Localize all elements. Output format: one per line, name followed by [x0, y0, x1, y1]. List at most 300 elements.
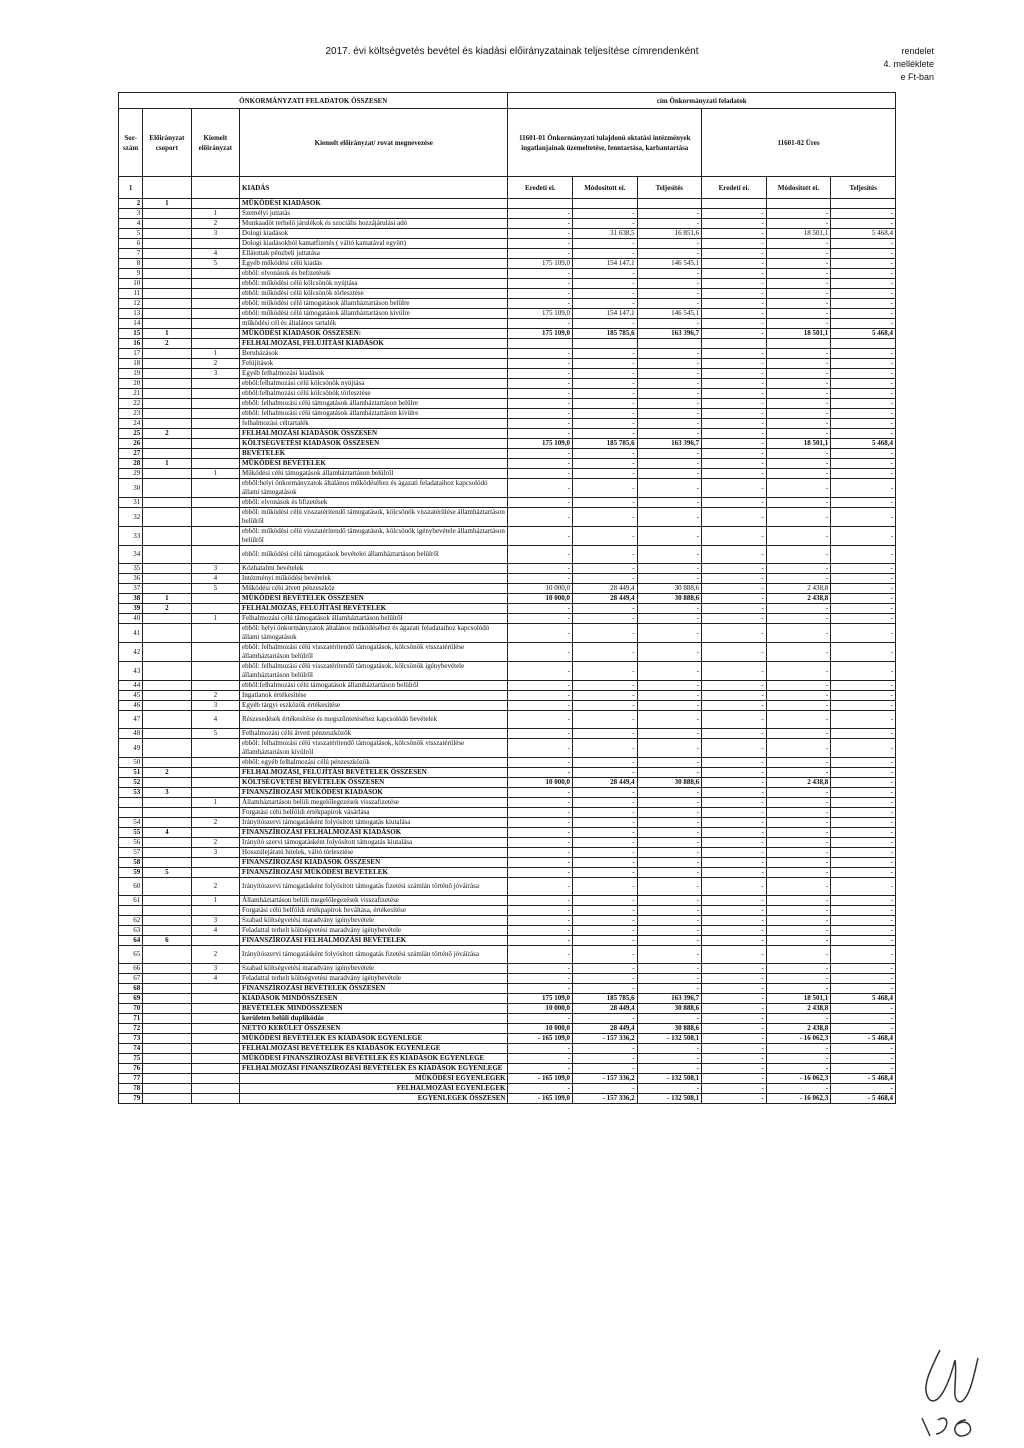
- row-number: 61: [119, 896, 143, 906]
- table-row: [119, 624, 896, 643]
- row-value: -: [508, 319, 573, 329]
- row-code: [143, 818, 191, 828]
- row-code: 3: [191, 964, 239, 974]
- table-row: [119, 584, 896, 594]
- row-value: -: [766, 359, 831, 369]
- row-value: -: [508, 379, 573, 389]
- table-row: [119, 564, 896, 574]
- row-label: MŰKÖDÉSI FINANSZÍROZÁSI BEVÉTELEK ÉS KIADÁSOK EGYENLEGE: [240, 1054, 508, 1064]
- row-value: -: [508, 349, 573, 359]
- sub-col-6: Teljesítés: [831, 177, 896, 199]
- row-value: 28 449,4: [573, 594, 638, 604]
- row-value: 16 851,6: [637, 229, 702, 239]
- row-value: -: [508, 229, 573, 239]
- row-value: -: [573, 936, 638, 946]
- row-code: [143, 239, 191, 249]
- row-value: -: [573, 624, 638, 643]
- sub-empty-2: [191, 177, 239, 199]
- row-value: -: [573, 379, 638, 389]
- row-value: -: [702, 739, 767, 758]
- row-value: -: [702, 219, 767, 229]
- row-value: -: [831, 1084, 896, 1094]
- row-value: -: [702, 469, 767, 479]
- row-value: -: [702, 369, 767, 379]
- row-value: -: [637, 916, 702, 926]
- row-value: -: [637, 868, 702, 878]
- row-code: [191, 788, 239, 798]
- row-code: [191, 662, 239, 681]
- row-value: -: [508, 946, 573, 964]
- table-row: [119, 662, 896, 681]
- row-value: -: [766, 209, 831, 219]
- row-value: -: [637, 848, 702, 858]
- row-label: Hosszúlejáratú hitelek, váltó törlesztése: [240, 848, 508, 858]
- row-value: -: [573, 691, 638, 701]
- row-value: -: [766, 508, 831, 527]
- row-value: -: [637, 974, 702, 984]
- row-value: -: [637, 219, 702, 229]
- row-value: -: [508, 399, 573, 409]
- row-label: FELHALMOZÁSI KIADÁSOK ÖSSZESEN: [240, 429, 508, 439]
- row-value: -: [702, 758, 767, 768]
- row-value: 18 501,1: [766, 439, 831, 449]
- row-code: [143, 229, 191, 239]
- row-label: működési cél és általános tartalék: [240, 319, 508, 329]
- table-row: [119, 858, 896, 868]
- row-label: Irányítószervi támogatásként folyósított támogatás fizetési számlán történő jóváírása: [240, 878, 508, 896]
- row-value: 30 888,6: [637, 594, 702, 604]
- row-value: -: [831, 429, 896, 439]
- row-code: [191, 479, 239, 498]
- row-code: 1: [191, 469, 239, 479]
- row-label: Szabad költségvetési maradvány igénybevétele: [240, 916, 508, 926]
- row-value: -: [831, 584, 896, 594]
- row-value: - 165 109,0: [508, 1094, 573, 1104]
- table-row: [119, 399, 896, 409]
- row-value: -: [702, 926, 767, 936]
- row-label: ebből: működési célú visszatérítendő támogatások, kölcsönök igénybevétele államháztartáson belülről: [240, 527, 508, 546]
- row-code: 1: [143, 459, 191, 469]
- table-row: [119, 379, 896, 389]
- row-label: FINANSZÍROZÁSI MŰKÖDÉSI BEVÉTELEK: [240, 868, 508, 878]
- table-row: [119, 594, 896, 604]
- row-value: -: [831, 1004, 896, 1014]
- row-value: -: [831, 818, 896, 828]
- row-value: -: [766, 974, 831, 984]
- row-label: Forgatási célú belföldi értékpapírok beváltása, értékesítése: [240, 906, 508, 916]
- row-value: [508, 199, 573, 209]
- row-value: 5 468,4: [831, 439, 896, 449]
- row-number: 34: [119, 546, 143, 564]
- row-code: [143, 848, 191, 858]
- table-row: [119, 1024, 896, 1034]
- table-row: [119, 1034, 896, 1044]
- row-value: -: [637, 662, 702, 681]
- row-code: [191, 1034, 239, 1044]
- row-value: -: [508, 878, 573, 896]
- row-value: 146 545,1: [637, 259, 702, 269]
- row-label: MŰKÖDÉSI KIADÁSOK ÖSSZESEN:: [240, 329, 508, 339]
- row-value: -: [637, 249, 702, 259]
- row-value: -: [766, 289, 831, 299]
- row-code: 4: [191, 926, 239, 936]
- row-value: -: [766, 409, 831, 419]
- row-value: -: [766, 369, 831, 379]
- row-label: ebből: működési célú támogatások bevételei államháztartáson belülről: [240, 546, 508, 564]
- row-value: -: [702, 1024, 767, 1034]
- row-label: FELHALMOZÁSI, FELÚJÍTÁSI BEVÉTELEK ÖSSZESEN: [240, 768, 508, 778]
- row-code: [143, 299, 191, 309]
- row-value: -: [831, 798, 896, 808]
- row-value: -: [637, 1054, 702, 1064]
- row-value: -: [637, 419, 702, 429]
- row-value: -: [573, 906, 638, 916]
- row-code: 5: [191, 584, 239, 594]
- row-value: -: [573, 289, 638, 299]
- table-row: [119, 299, 896, 309]
- row-code: [143, 624, 191, 643]
- row-value: [573, 339, 638, 349]
- table-row: [119, 429, 896, 439]
- table-row: [119, 527, 896, 546]
- row-value: -: [573, 429, 638, 439]
- row-value: -: [831, 319, 896, 329]
- row-value: -: [573, 1084, 638, 1094]
- row-value: -: [702, 643, 767, 662]
- table-row: [119, 878, 896, 896]
- table-row: [119, 508, 896, 527]
- row-value: -: [831, 564, 896, 574]
- table-row: [119, 643, 896, 662]
- row-value: -: [573, 768, 638, 778]
- row-value: -: [766, 319, 831, 329]
- col-megnevezes: Kiemelt előirányzat/ rovat megnevezése: [240, 109, 508, 177]
- row-value: -: [702, 984, 767, 994]
- row-value: -: [702, 946, 767, 964]
- row-value: -: [573, 239, 638, 249]
- row-value: -: [573, 604, 638, 614]
- row-value: -: [637, 389, 702, 399]
- row-value: -: [766, 299, 831, 309]
- row-code: [143, 1034, 191, 1044]
- row-value: -: [766, 868, 831, 878]
- row-value: -: [702, 906, 767, 916]
- row-value: -: [766, 239, 831, 249]
- table-row: [119, 359, 896, 369]
- row-value: 175 109,0: [508, 439, 573, 449]
- row-code: [191, 439, 239, 449]
- row-value: 18 501,1: [766, 229, 831, 239]
- row-number: 51: [119, 768, 143, 778]
- annex-line-3: e Ft-ban: [900, 72, 934, 82]
- row-value: -: [702, 691, 767, 701]
- row-value: -: [637, 239, 702, 249]
- row-code: [191, 309, 239, 319]
- row-code: [143, 269, 191, 279]
- row-code: [191, 269, 239, 279]
- row-value: -: [702, 1074, 767, 1084]
- row-code: [143, 439, 191, 449]
- row-value: -: [702, 1064, 767, 1074]
- row-label: Intézményi működési bevételek: [240, 574, 508, 584]
- row-code: [191, 508, 239, 527]
- row-value: -: [573, 349, 638, 359]
- row-value: -: [766, 729, 831, 739]
- row-value: -: [637, 711, 702, 729]
- row-value: -: [702, 319, 767, 329]
- row-code: [143, 546, 191, 564]
- row-value: -: [637, 469, 702, 479]
- row-code: 1: [191, 209, 239, 219]
- row-value: -: [573, 369, 638, 379]
- row-number: 5: [119, 229, 143, 239]
- table-row: [119, 1084, 896, 1094]
- row-value: -: [831, 916, 896, 926]
- row-value: -: [573, 711, 638, 729]
- row-value: -: [637, 788, 702, 798]
- row-value: -: [573, 788, 638, 798]
- row-value: -: [637, 269, 702, 279]
- row-value: -: [508, 1014, 573, 1024]
- row-value: -: [508, 974, 573, 984]
- row-value: [702, 339, 767, 349]
- row-value: -: [831, 662, 896, 681]
- row-value: -: [702, 409, 767, 419]
- row-number: 62: [119, 916, 143, 926]
- row-value: -: [508, 479, 573, 498]
- row-value: -: [702, 574, 767, 584]
- row-value: -: [766, 701, 831, 711]
- budget-table: [118, 92, 896, 1104]
- row-value: -: [573, 964, 638, 974]
- row-label: ebből: működési célú támogatások államháztartáson belülre: [240, 299, 508, 309]
- row-value: -: [702, 584, 767, 594]
- table-row: [119, 788, 896, 798]
- row-code: 4: [191, 249, 239, 259]
- row-value: -: [702, 439, 767, 449]
- table-row: [119, 1004, 896, 1014]
- row-value: -: [831, 896, 896, 906]
- row-value: -: [766, 906, 831, 916]
- row-value: -: [637, 838, 702, 848]
- row-label: ebből: elvonások és bfizetések: [240, 498, 508, 508]
- row-value: -: [831, 249, 896, 259]
- row-code: [191, 409, 239, 419]
- table-row: [119, 984, 896, 994]
- row-value: -: [508, 249, 573, 259]
- row-value: -: [508, 279, 573, 289]
- row-number: [119, 808, 143, 818]
- row-value: 2 438,8: [766, 594, 831, 604]
- row-label: Irányítószervi támogatásként folyósított támogatás kiutalása: [240, 818, 508, 828]
- row-value: -: [766, 449, 831, 459]
- row-code: 3: [191, 848, 239, 858]
- sub-col-4: Eredeti ei.: [702, 177, 767, 199]
- row-value: 30 888,6: [637, 584, 702, 594]
- row-number: 64: [119, 936, 143, 946]
- row-number: 22: [119, 399, 143, 409]
- row-value: -: [831, 974, 896, 984]
- row-value: -: [702, 508, 767, 527]
- row-value: -: [702, 624, 767, 643]
- row-value: -: [573, 508, 638, 527]
- row-value: -: [766, 349, 831, 359]
- table-row: [119, 389, 896, 399]
- row-number: 27: [119, 449, 143, 459]
- row-number: 59: [119, 868, 143, 878]
- row-code: [143, 778, 191, 788]
- row-value: -: [702, 808, 767, 818]
- table-row: [119, 419, 896, 429]
- row-value: -: [702, 604, 767, 614]
- row-label: ebből: működési célú kölcsönök törlesztése: [240, 289, 508, 299]
- row-value: -: [637, 984, 702, 994]
- row-number: 24: [119, 419, 143, 429]
- row-value: -: [702, 1014, 767, 1024]
- row-value: -: [573, 896, 638, 906]
- row-value: -: [766, 808, 831, 818]
- row-value: -: [831, 729, 896, 739]
- row-number: 37: [119, 584, 143, 594]
- row-value: 30 888,6: [637, 1024, 702, 1034]
- row-value: -: [831, 906, 896, 916]
- row-code: [191, 1084, 239, 1094]
- row-code: [143, 319, 191, 329]
- row-value: 30 888,6: [637, 1004, 702, 1014]
- row-value: -: [508, 868, 573, 878]
- row-value: -: [508, 701, 573, 711]
- row-value: -: [637, 878, 702, 896]
- table-row: [119, 209, 896, 219]
- row-value: -: [702, 299, 767, 309]
- row-number: 38: [119, 594, 143, 604]
- row-value: -: [573, 681, 638, 691]
- table-row: [119, 691, 896, 701]
- row-number: [119, 906, 143, 916]
- row-number: 6: [119, 239, 143, 249]
- row-code: [143, 249, 191, 259]
- row-value: -: [766, 896, 831, 906]
- row-label: FINANSZÍROZÁSI MŰKÖDÉSI KIADÁSOK: [240, 788, 508, 798]
- row-value: -: [831, 848, 896, 858]
- table-row: [119, 1094, 896, 1104]
- row-value: 146 545,1: [637, 309, 702, 319]
- row-value: -: [637, 1084, 702, 1094]
- row-code: 1: [143, 199, 191, 209]
- row-value: -: [831, 279, 896, 289]
- row-value: -: [766, 758, 831, 768]
- row-code: 2: [143, 429, 191, 439]
- row-label: FELHALMOZÁSI FINANSZÍROZÁSI BEVÉTELEK ÉS KIADÁSOK EGYENLEGE: [240, 1064, 508, 1074]
- row-number: [119, 798, 143, 808]
- row-value: -: [766, 498, 831, 508]
- row-label: kerületen belüli duplikódás: [240, 1014, 508, 1024]
- row-value: -: [766, 1054, 831, 1064]
- row-value: -: [702, 916, 767, 926]
- row-value: -: [573, 389, 638, 399]
- row-code: 3: [191, 229, 239, 239]
- row-value: -: [766, 984, 831, 994]
- row-value: -: [573, 299, 638, 309]
- row-code: [143, 1084, 191, 1094]
- row-code: 4: [191, 711, 239, 729]
- table-row: [119, 546, 896, 564]
- row-value: -: [702, 399, 767, 409]
- row-number: 72: [119, 1024, 143, 1034]
- row-number: 63: [119, 926, 143, 936]
- row-label: Beruházások: [240, 349, 508, 359]
- row-value: -: [573, 1064, 638, 1074]
- table-row: [119, 711, 896, 729]
- row-value: -: [573, 469, 638, 479]
- row-label: MŰKÖDÉSI BEVÉTELEK ÖSSZESEN: [240, 594, 508, 604]
- row-value: -: [573, 878, 638, 896]
- row-value: -: [766, 858, 831, 868]
- row-value: 28 449,4: [573, 584, 638, 594]
- row-code: [143, 681, 191, 691]
- row-label: ebből: felhalmozási célú visszatérítendő támogatások, kölcsönök igénybevétele államháztartáson belülről: [240, 662, 508, 681]
- row-value: -: [766, 249, 831, 259]
- row-value: -: [831, 289, 896, 299]
- row-code: [143, 209, 191, 219]
- row-value: 154 147,1: [573, 309, 638, 319]
- row-value: -: [508, 798, 573, 808]
- row-value: -: [508, 498, 573, 508]
- row-label: Dologi kiadások: [240, 229, 508, 239]
- row-number: 65: [119, 946, 143, 964]
- row-value: -: [702, 788, 767, 798]
- row-value: -: [508, 858, 573, 868]
- row-value: -: [508, 219, 573, 229]
- row-number: 8: [119, 259, 143, 269]
- row-value: - 157 336,2: [573, 1094, 638, 1104]
- row-value: -: [702, 994, 767, 1004]
- row-value: -: [831, 878, 896, 896]
- table-row: [119, 1074, 896, 1084]
- row-value: - 132 508,1: [637, 1034, 702, 1044]
- row-value: -: [702, 459, 767, 469]
- row-value: -: [637, 964, 702, 974]
- row-value: -: [702, 279, 767, 289]
- row-value: -: [702, 729, 767, 739]
- table-row: [119, 309, 896, 319]
- row-value: -: [702, 249, 767, 259]
- table-row: [119, 249, 896, 259]
- row-value: -: [831, 614, 896, 624]
- row-code: [143, 878, 191, 896]
- row-label: FELHALMOZÁS, FELÚJÍTÁSI BEVÉTELEK: [240, 604, 508, 614]
- row-label: Irányítószervi támogatásként folyósított támogatás fizetési számlán történő jóváírása: [240, 946, 508, 964]
- row-value: -: [573, 449, 638, 459]
- row-value: -: [831, 259, 896, 269]
- row-code: 2: [191, 219, 239, 229]
- row-value: - 165 109,0: [508, 1034, 573, 1044]
- row-label: BEVÉTELEK: [240, 449, 508, 459]
- row-value: -: [766, 614, 831, 624]
- row-number: 25: [119, 429, 143, 439]
- table-row: [119, 199, 896, 209]
- row-value: -: [508, 729, 573, 739]
- row-value: 5 468,4: [831, 229, 896, 239]
- row-value: -: [831, 838, 896, 848]
- row-number: 50: [119, 758, 143, 768]
- row-code: [143, 574, 191, 584]
- row-value: -: [573, 479, 638, 498]
- table-row: [119, 229, 896, 239]
- row-value: 10 000,0: [508, 1004, 573, 1014]
- row-code: [143, 259, 191, 269]
- row-value: 28 449,4: [573, 1024, 638, 1034]
